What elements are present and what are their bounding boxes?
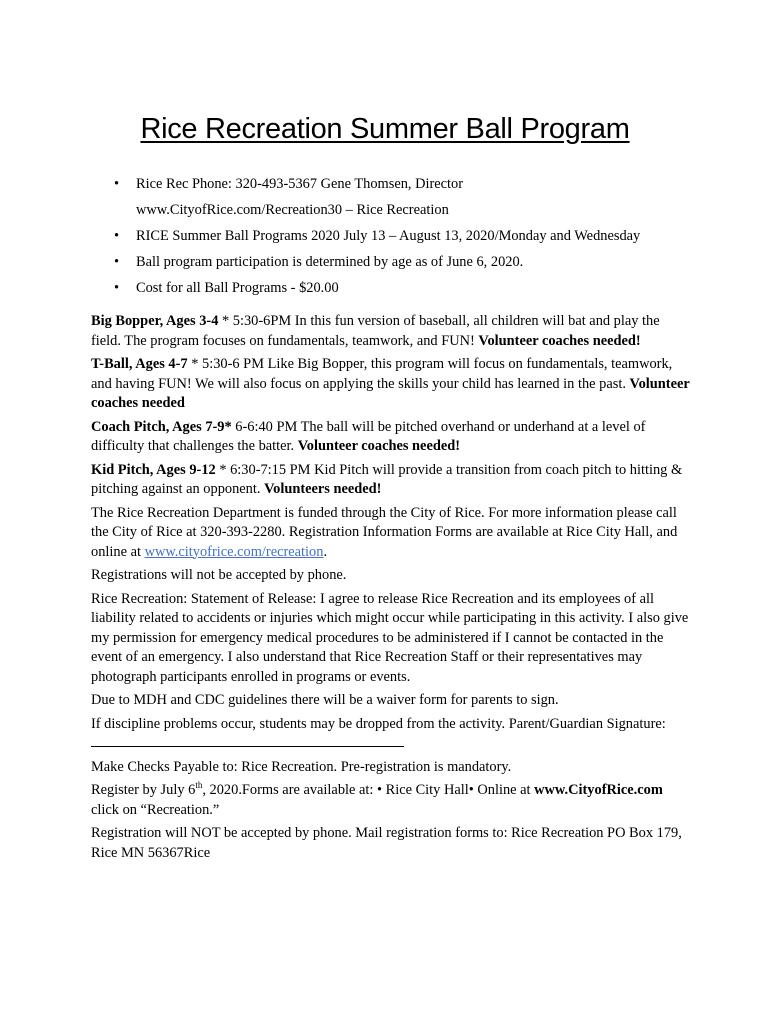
program-description: 6-6:40 PM The ball will be pitched overhand or underhand at a level of difficulty that challenges the batter. [91,418,646,454]
program-name: Big Bopper, Ages 3-4 [91,313,219,329]
program-tball [91,355,691,414]
no-phone-notice: Registrations will not be accepted by phone. [91,567,347,583]
register-tail: click on “Recreation.” [91,801,220,818]
program-big-bopper [91,312,691,351]
volunteer-callout: Volunteer coaches needed! [478,332,641,349]
program-name: T-Ball, Ages 4-7 [91,356,188,372]
program-kid-pitch [91,461,691,500]
discipline-paragraph [91,715,691,754]
phone-line: Rice Rec Phone: 320-493-5367 Gene Thomsen, Director [136,176,464,192]
funding-text: The Rice Recreation Department is funded through the City of Rice. For more information please call the City of Rice at 320-393-2280. Registration Information Forms are available at Rice City Hall, and online at [91,504,678,560]
volunteer-callout: Volunteer coaches needed! [297,438,461,454]
program-coach-pitch [91,418,691,457]
register-sup: th [195,780,203,791]
program-description: * 5:30-6 PM Like Big Bopper, this program will focus on fundamentals, teamwork, and having FUN! We will also focus on applying the skills your child has learned in the past. [91,356,673,392]
register-site: www.CityofRice.com [534,782,663,798]
program-description: * 6:30-7:15 PM Kid Pitch will provide a transition from coach pitch to hitting & pitching against an opponent. [91,461,683,497]
volunteer-callout: Volunteer coaches needed [91,375,690,411]
bullet-age: • Ball program participation is determined by age as of June 6, 2020. [91,252,691,272]
program-name: Coach Pitch, Ages 7-9* [91,418,232,435]
program-name: Kid Pitch, Ages 9-12 [91,461,216,478]
signature-line[interactable] [91,734,404,747]
funding-paragraph [91,504,691,563]
bullet-phone [91,174,691,220]
info-bullet-list [91,174,691,304]
program-description: * 5:30-6PM In this fun version of baseball, all children will bat and play the field. The program focuses on fundamentals, teamwork, and FUN! [91,313,660,349]
bullet-programs: • RICE Summer Ball Programs 2020 July 13 – August 13, 2020/Monday and Wednesday [91,226,691,246]
page-title: Rice Recreation Summer Ball Program [140,113,630,145]
waiver-notice: Due to MDH and CDC guidelines there will be a waiver form for parents to sign. [91,692,559,708]
website-line: www.CityofRice.com/Recreation30 – Rice Recreation [136,202,449,218]
funding-end: . [323,543,328,560]
volunteer-callout: Volunteers needed! [264,481,382,497]
discipline-text: If discipline problems occur, students may be dropped from the activity. Parent/Guardian Signature: [91,715,666,732]
recreation-link[interactable]: www.cityofrice.com/recreation [144,543,324,560]
register-post: , 2020.Forms are available at: • Rice City Hall• Online at [202,782,535,798]
register-paragraph [91,781,691,820]
release-statement: Rice Recreation: Statement of Release: I agree to release Rice Recreation and its employees of all liability related to accidents or injuries which might occur while participating in this activity. I also give my permission for emergency medical procedures to be administered if I cannot be contacted in the event of an emergency. I also understand that Rice Recreation Staff or their representatives may photograph participants enrolled in programs or events. [91,590,689,685]
bullet-cost: • Cost for all Ball Programs - $20.00 [91,278,691,298]
mail-notice: Registration will NOT be accepted by phone. Mail registration forms to: Rice Recreation PO Box 179, Rice MN 56367Rice [91,825,682,861]
register-pre: Register by July 6 [91,782,196,798]
document-body [91,312,691,867]
checks-notice: Make Checks Payable to: Rice Recreation. Pre-registration is mandatory. [91,758,512,775]
